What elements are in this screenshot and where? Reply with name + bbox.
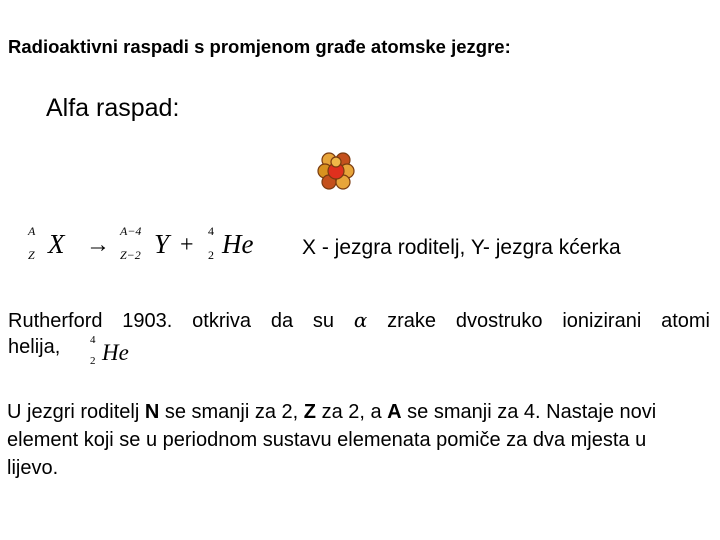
plus-sign: +: [180, 232, 194, 258]
alpha-decay-equation: [24, 215, 294, 265]
explanation-text: U jezgri roditelj: [7, 401, 145, 423]
explanation-text: za 2, a: [316, 401, 388, 423]
mass-number-symbol: A: [387, 401, 402, 423]
slide-title: Radioaktivni raspadi s promjenom građe atomske jezgre:: [8, 36, 511, 57]
daughter-atomic-number: Z−2: [120, 248, 141, 262]
alpha-symbol: He: [222, 229, 254, 259]
parent-atomic-number: Z: [28, 248, 35, 262]
daughter-mass-number: A−4: [120, 224, 142, 238]
alpha-symbol-text: α: [353, 308, 368, 332]
helium-symbol: He: [102, 340, 129, 365]
parent-symbol: X: [48, 229, 65, 259]
helium-nucleus-notation: [84, 330, 144, 368]
atomic-number-symbol: Z: [303, 401, 317, 423]
alpha-mass-number: 4: [208, 224, 214, 238]
decay-arrow-icon: →: [86, 232, 110, 258]
parent-daughter-legend: X - jezgra roditelj, Y- jezgra kćerka: [302, 236, 621, 259]
helium-mass-number: 4: [90, 334, 96, 346]
rutherford-paragraph-line2: helija,: [8, 336, 61, 358]
rutherford-text-continued: zrake dvostruko ionizirani atomi: [367, 310, 710, 332]
decay-explanation-paragraph: [7, 398, 697, 482]
neutron-number-symbol: N: [144, 401, 160, 423]
helium-atomic-number: 2: [90, 355, 96, 367]
explanation-text: se smanji za 2,: [159, 401, 304, 423]
parent-mass-number: A: [28, 224, 36, 238]
rutherford-text: Rutherford 1903. otkriva da su: [8, 310, 354, 332]
daughter-symbol: Y: [154, 229, 170, 259]
alpha-atomic-number: 2: [208, 248, 214, 262]
alpha-particle-nucleus-icon: [316, 150, 356, 192]
explanation-text: se smanji za 4. Nastaje novi element koji se u periodnom sustavu elemenata pomiče za dva mjesta u lijevo.: [7, 401, 657, 479]
section-heading-alpha-decay: Alfa raspad:: [46, 94, 180, 122]
